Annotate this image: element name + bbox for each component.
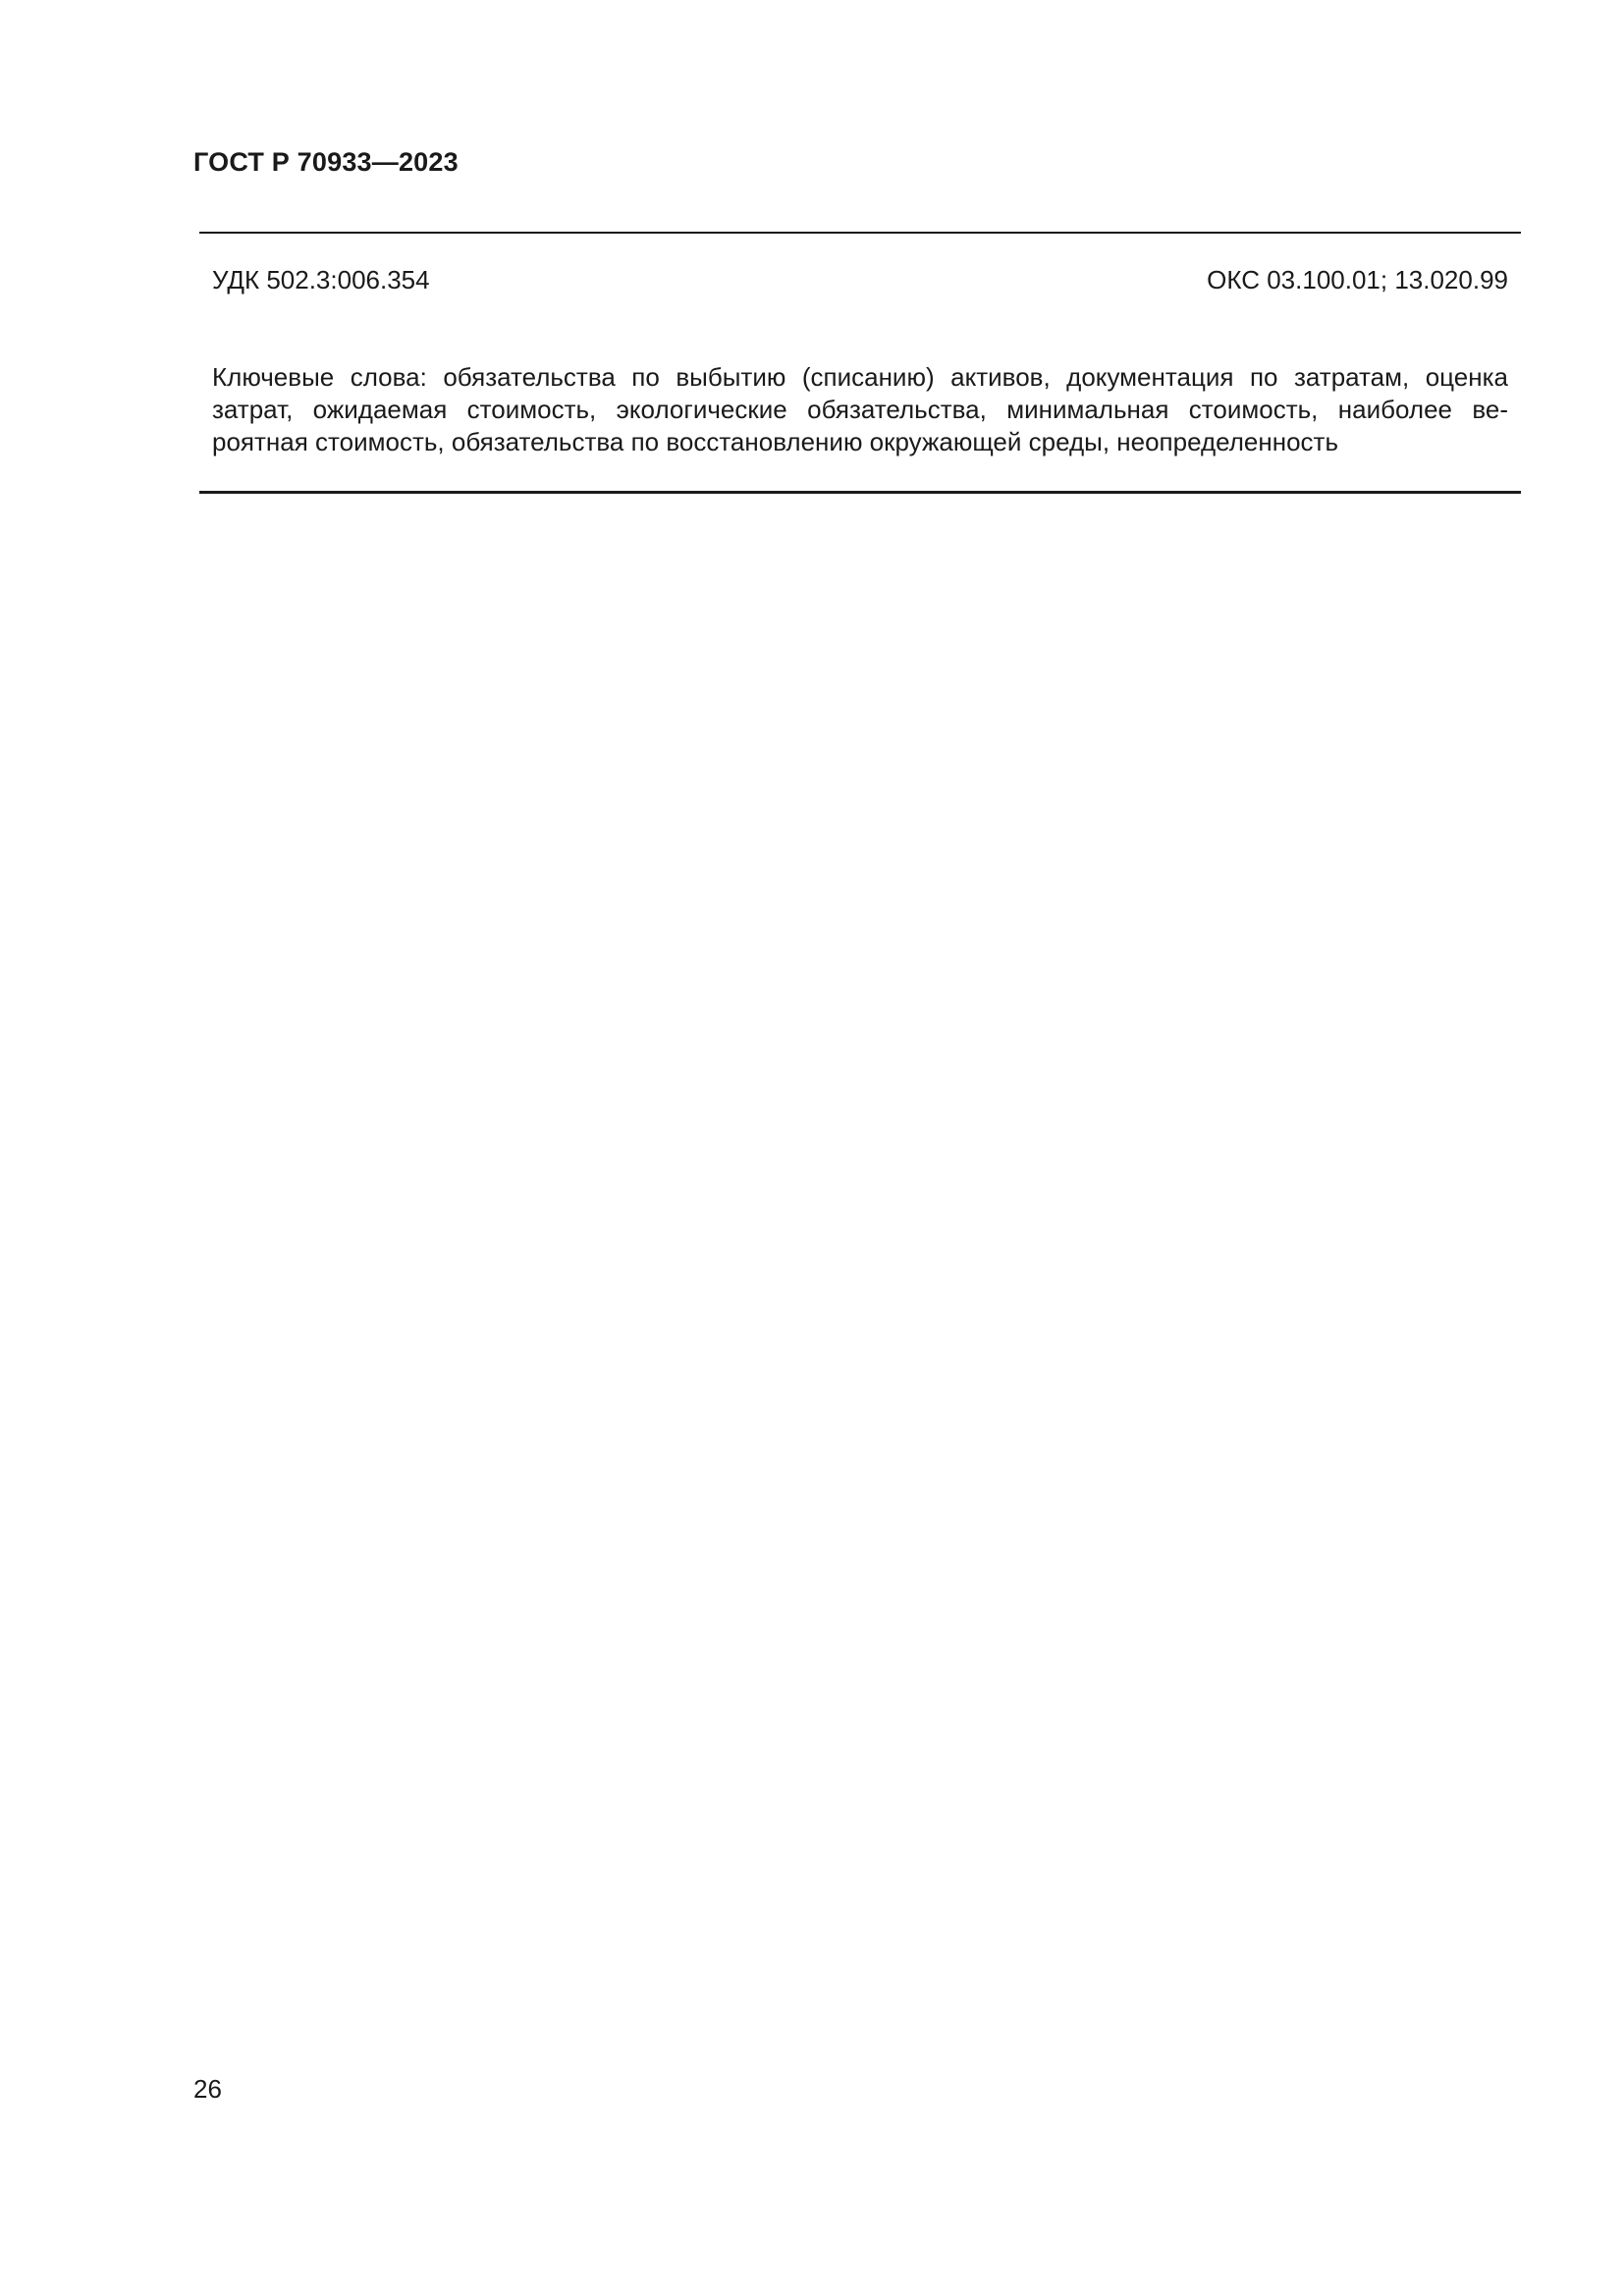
keywords-line: Ключевые слова: обязательства по выбытию (списанию) активов, документация по затратам, оценка	[212, 362, 1508, 392]
classification-row	[212, 265, 1508, 295]
keywords-line: затрат, ожидаемая стоимость, экологические обязательства, минимальная стоимость, наиболее ве-	[212, 395, 1508, 424]
keywords-block	[212, 361, 1508, 458]
document-standard-header: ГОСТ Р 70933—2023	[193, 147, 459, 177]
bottom-divider	[199, 491, 1521, 494]
udk-code: УДК 502.3:006.354	[212, 265, 430, 294]
keywords-line: роятная стоимость, обязательства по восстановлению окружающей среды, неопределенность	[212, 427, 1339, 456]
oks-code: ОКС 03.100.01; 13.020.99	[1207, 265, 1508, 294]
top-divider	[199, 232, 1521, 234]
page-number: 26	[193, 2074, 222, 2104]
